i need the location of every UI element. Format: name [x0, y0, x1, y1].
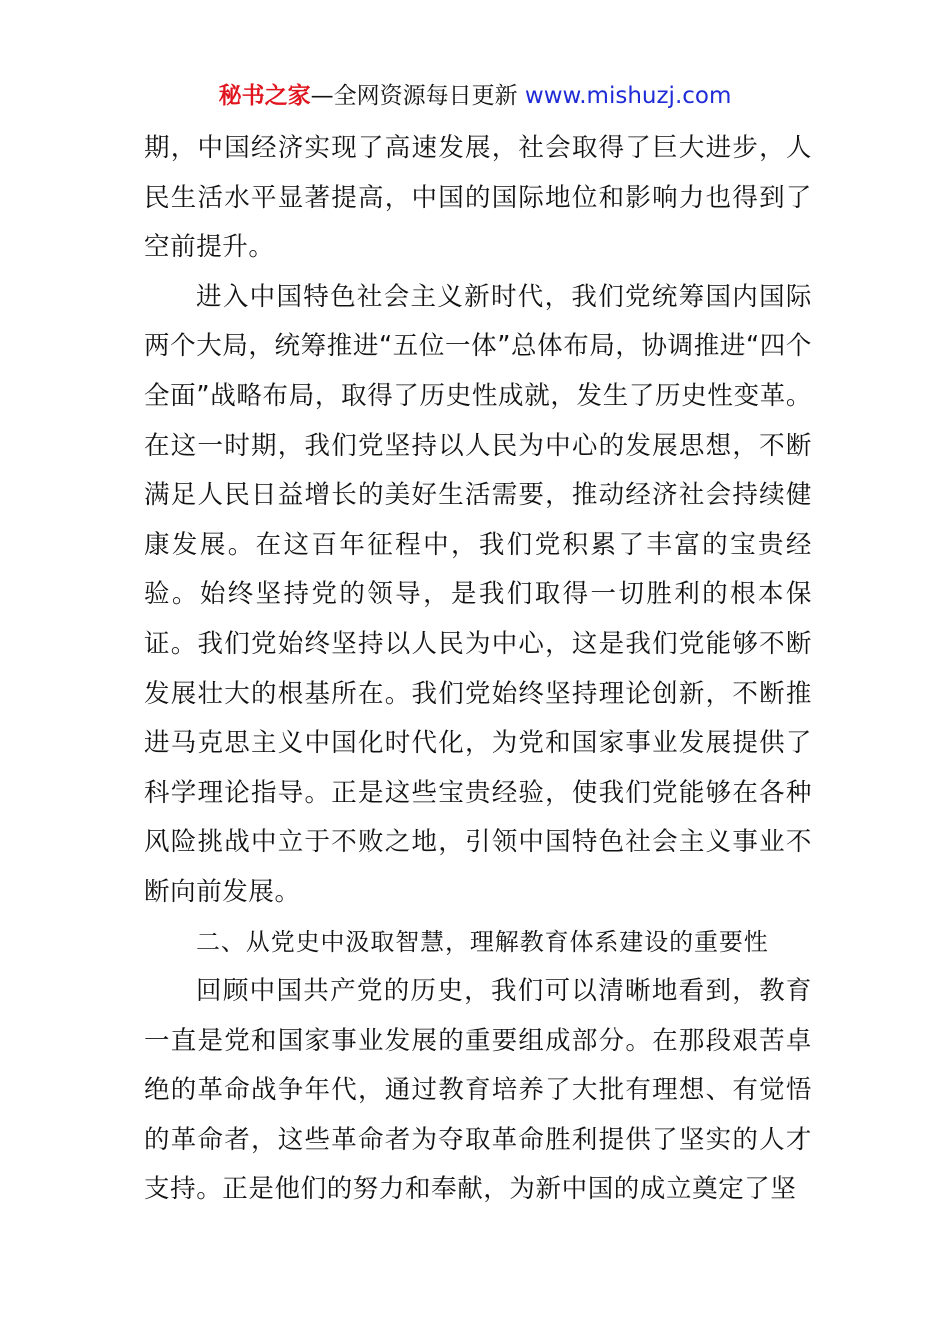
section-heading-2: 二、从党史中汲取智慧，理解教育体系建设的重要性: [196, 927, 769, 956]
site-header: [0, 80, 950, 112]
site-url-link[interactable]: www.mishuzj.com: [524, 83, 732, 109]
document-body: [144, 124, 812, 1215]
paragraph-continued: 期，中国经济实现了高速发展，社会取得了巨大进步，人民生活水平显著提高，中国的国际地位和影响力也得到了空前提升。: [144, 133, 812, 263]
header-tagline: —全网资源每日更新: [310, 83, 518, 109]
brand-name: 秘书之家: [218, 83, 311, 109]
paragraph-education-history: 回顾中国共产党的历史，我们可以清晰地看到，教育一直是党和国家事业发展的重要组成部分。在那段艰苦卓绝的革命战争年代，通过教育培养了大批有理想、有觉悟的革命者，这些革命者为夺取革命胜利提供了坚实的人才支持。正是他们的努力和奉献，为新中国的成立奠定了坚: [144, 976, 812, 1205]
paragraph-new-era: 进入中国特色社会主义新时代，我们党统筹国内国际两个大局，统筹推进“五位一体”总体布局，协调推进“四个全面”战略布局，取得了历史性成就，发生了历史性变革。在这一时期，我们党坚持以人民为中心的发展思想，不断满足人民日益增长的美好生活需要，推动经济社会持续健康发展。在这百年征程中，我们党积累了丰富的宝贵经验。始终坚持党的领导，是我们取得一切胜利的根本保证。我们党始终坚持以人民为中心，这是我们党能够不断发展壮大的根基所在。我们党始终坚持理论创新，不断推进马克思主义中国化时代化，为党和国家事业发展提供了科学理论指导。正是这些宝贵经验，使我们党能够在各种风险挑战中立于不败之地，引领中国特色社会主义事业不断向前发展。: [144, 281, 812, 907]
